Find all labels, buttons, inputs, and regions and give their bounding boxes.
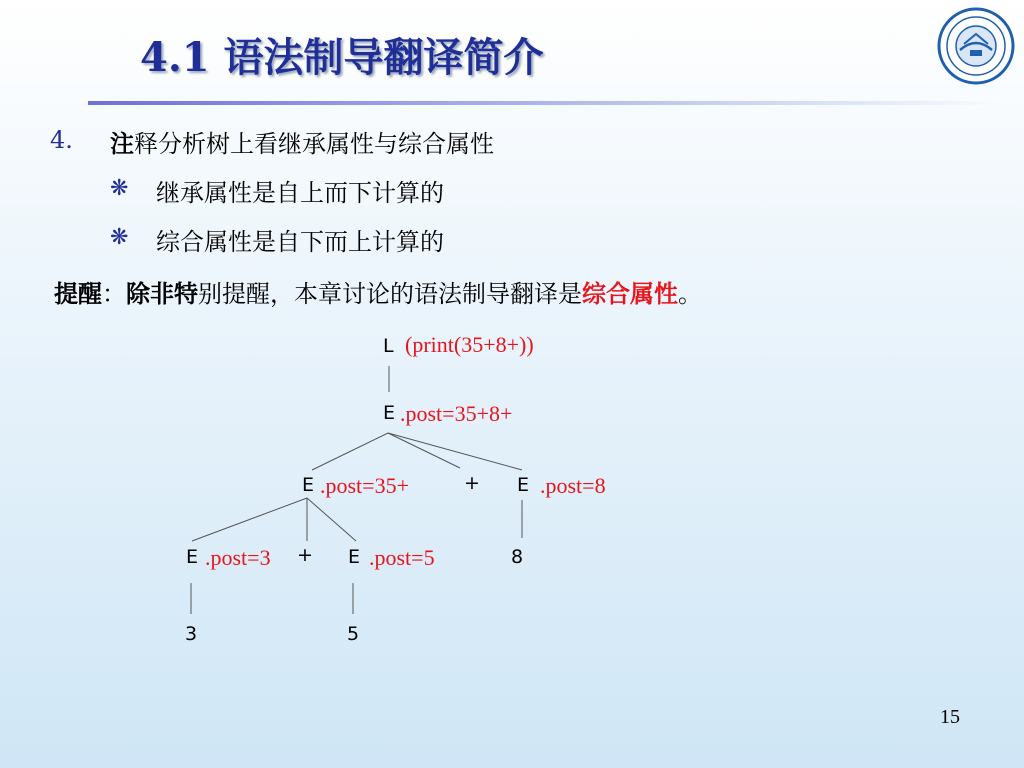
page-number: 15 xyxy=(940,706,960,728)
node-E-root: E xyxy=(383,402,396,424)
node-E-right: E xyxy=(517,474,530,496)
node-L-attribute: (print(35+8+)) xyxy=(405,332,534,357)
node-E-ll: E xyxy=(186,546,199,568)
list-item-number: 4. xyxy=(50,126,73,154)
node-E-right-attribute: .post=8 xyxy=(540,473,606,498)
bullet-icon: ❋ xyxy=(110,176,129,201)
node-E-lr-attribute: .post=5 xyxy=(369,545,435,570)
reminder-end: 。 xyxy=(678,280,702,308)
node-8: 8 xyxy=(511,546,524,568)
bullet-text: 综合属性是自下而上计算的 xyxy=(156,228,444,256)
tree-edge xyxy=(192,498,307,541)
node-E-left-attribute: .post=35+ xyxy=(320,473,409,498)
reminder-colon: ： xyxy=(102,280,126,308)
reminder-bold: 除非特 xyxy=(126,280,198,308)
node-5: 5 xyxy=(347,623,360,645)
tree-edge xyxy=(307,498,356,541)
node-E-root-attribute: .post=35+8+ xyxy=(400,401,513,426)
node-E-ll-attribute: .post=3 xyxy=(205,545,271,570)
heading-bold-char: 注 xyxy=(110,130,134,158)
node-plus-mid: + xyxy=(464,472,480,494)
tree-edge xyxy=(312,433,388,470)
tree-edge xyxy=(388,433,460,468)
node-E-left: E xyxy=(302,474,315,496)
reminder-text: 别提醒，本章讨论的语法制导翻译是 xyxy=(198,280,582,308)
bullet-icon: ❋ xyxy=(110,225,129,250)
node-plus-low: + xyxy=(297,544,313,566)
node-L: L xyxy=(383,335,394,357)
tree-edge xyxy=(388,433,522,470)
heading-text: 释分析树上看继承属性与综合属性 xyxy=(134,130,494,158)
slide-title: 4.1 语法制导翻译简介 xyxy=(140,34,544,81)
reminder-label: 提醒 xyxy=(54,280,102,308)
node-3: 3 xyxy=(185,623,198,645)
node-E-lr: E xyxy=(348,546,361,568)
bullet-text: 继承属性是自上而下计算的 xyxy=(156,179,444,207)
reminder-highlight: 综合属性 xyxy=(582,280,678,308)
